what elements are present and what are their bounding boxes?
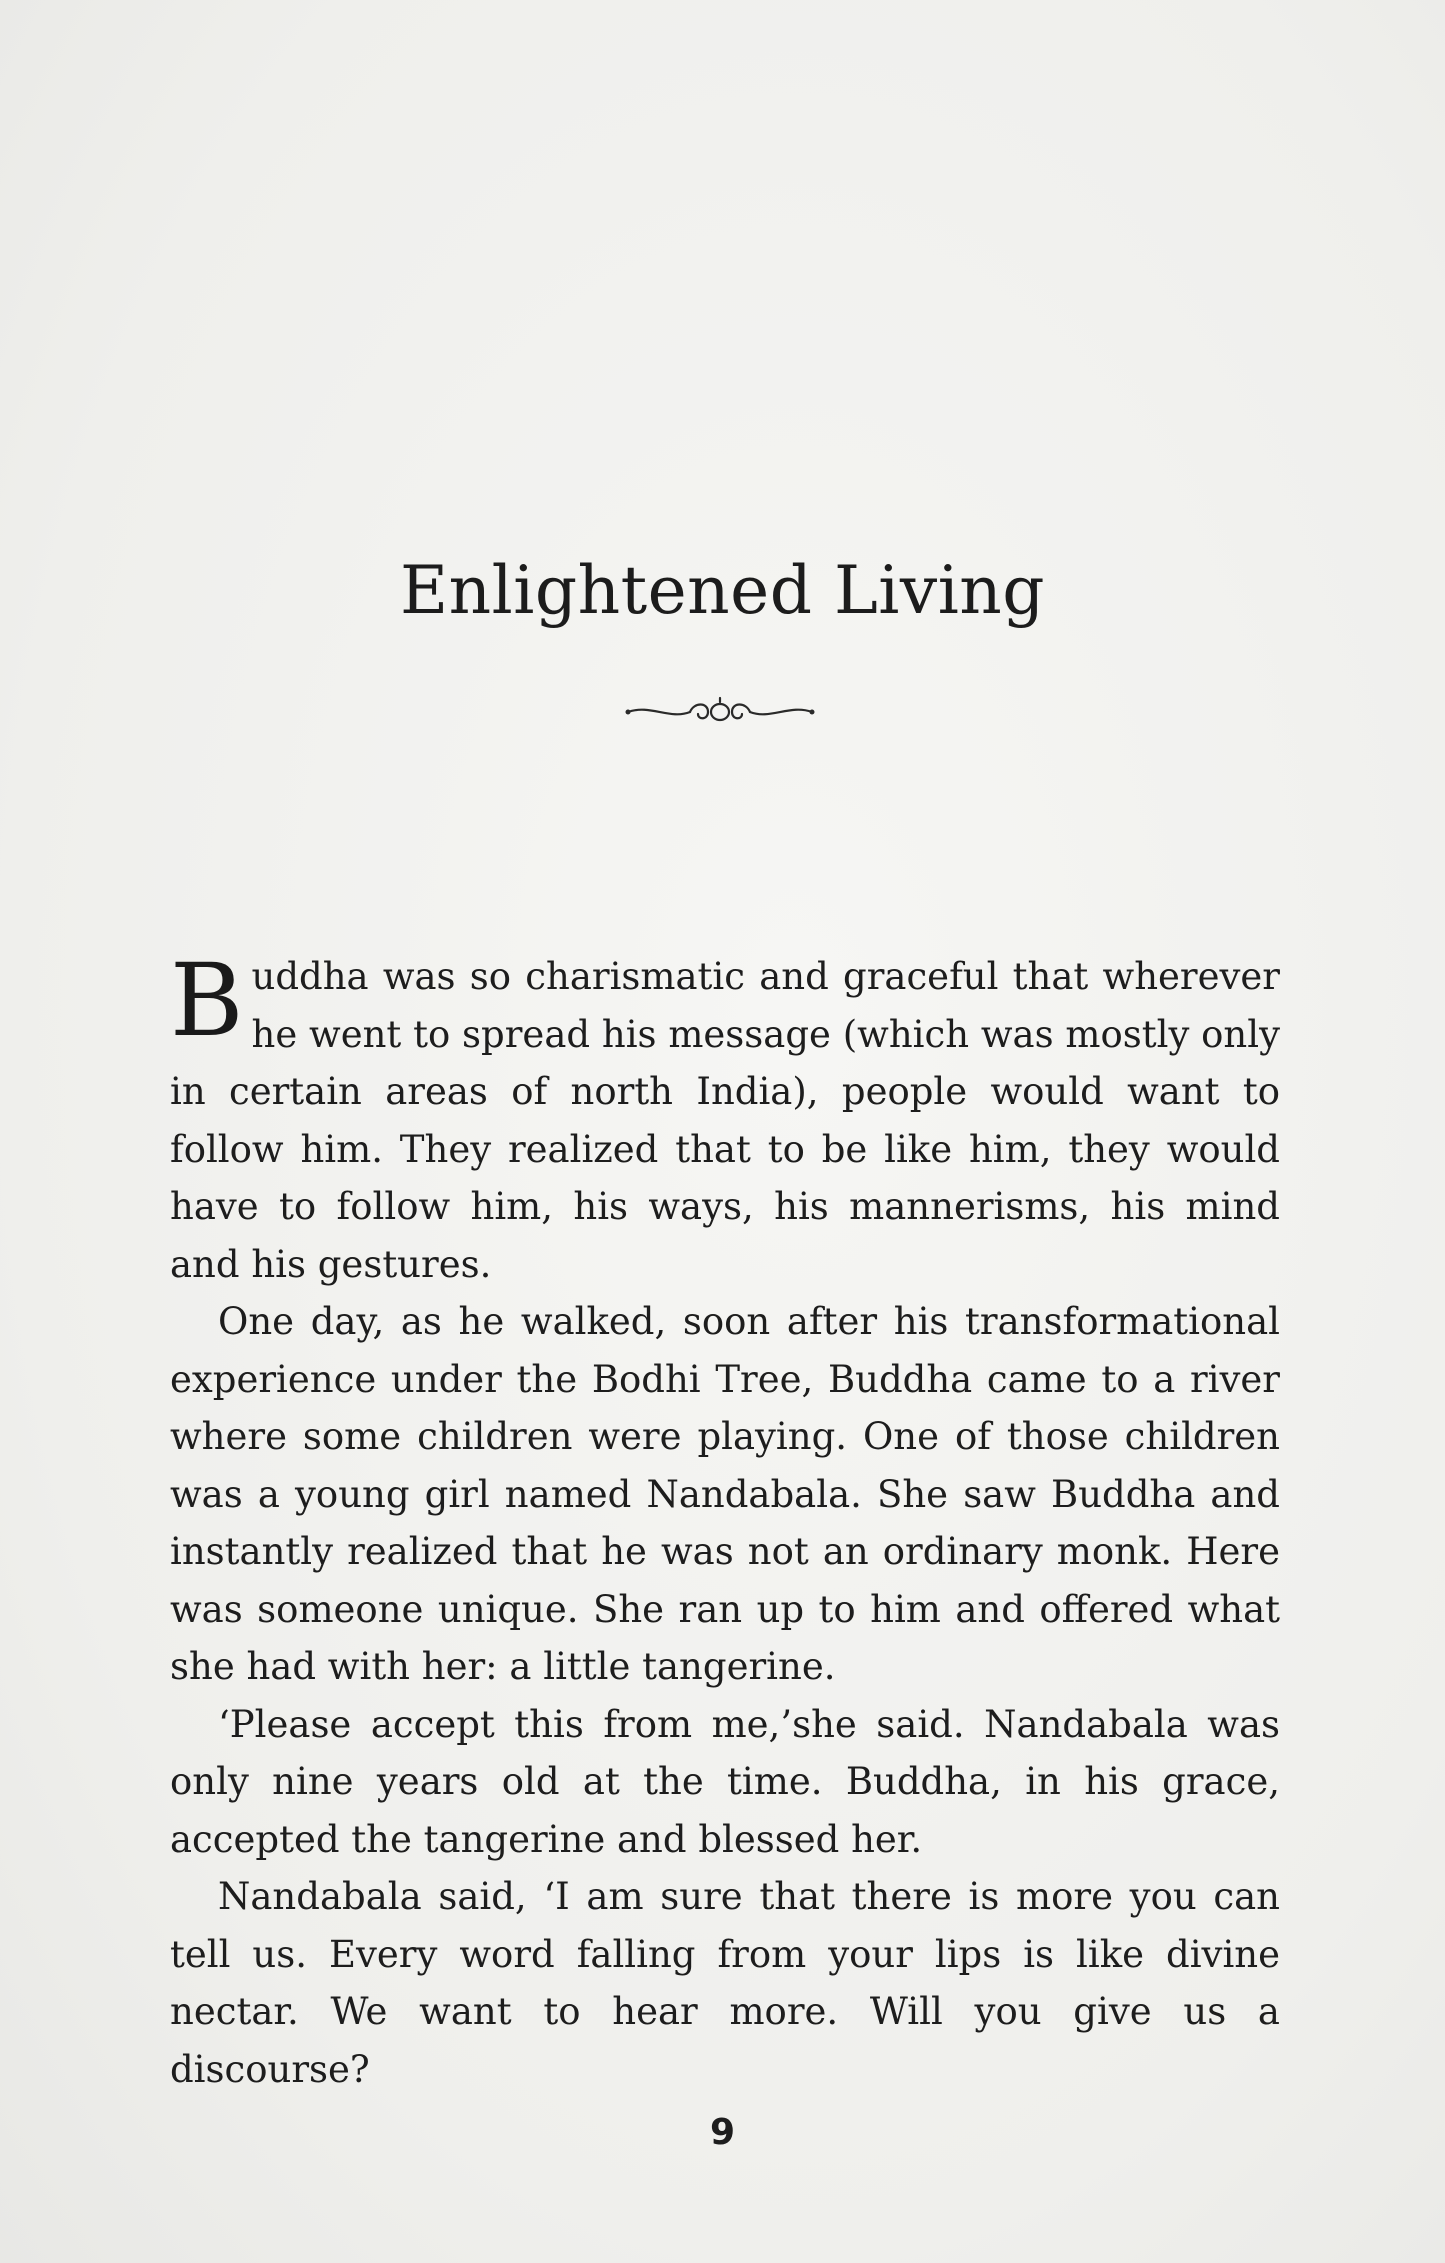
- flourish-divider-icon: [620, 692, 820, 732]
- paragraph: Nandabala said, ‘I am sure that there is more you can tell us. Every word falling from your lips is like divine nectar. We want to hear more. Will you give us a discourse?: [170, 1875, 1280, 2091]
- paragraph: [170, 942, 1280, 1293]
- body-text: [170, 942, 1280, 2098]
- chapter-title: Enlightened Living: [399, 552, 1046, 629]
- paragraph-text: uddha was so charismatic and graceful that wherever he went to spread his message (which was mostly only in certain areas of north India), people would want to follow him. They realized that to be like him, they would have to follow him, his ways, his mannerisms, his mind and his gestures.: [170, 955, 1280, 1286]
- page-number: 9: [709, 2112, 736, 2153]
- paragraph: ‘Please accept this from me,’she said. Nandabala was only nine years old at the time. Buddha, in his grace, accepted the tangerine and blessed her.: [170, 1702, 1280, 1861]
- drop-cap: B: [170, 942, 244, 1059]
- paragraph: One day, as he walked, soon after his transformational experience under the Bodhi Tree, Buddha came to a river where some children were playing. One of those children was a young girl named Nandabala. She saw Buddha and instantly realized that he was not an ordinary monk. Here was someone unique. She ran up to him and offered what she had with her: a little tangerine.: [170, 1300, 1280, 1688]
